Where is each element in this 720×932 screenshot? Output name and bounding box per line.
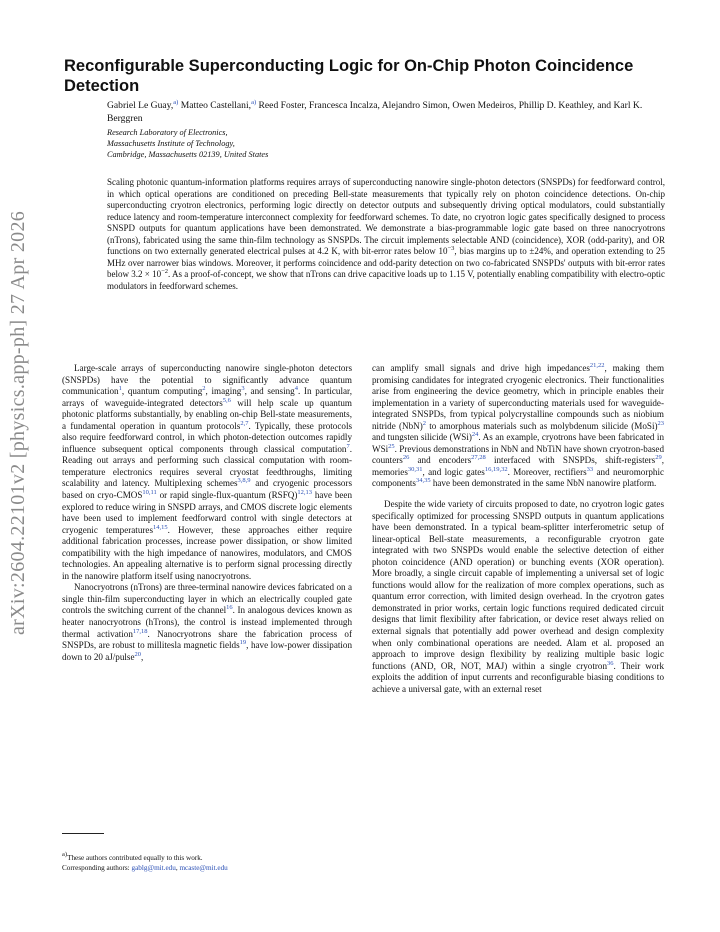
paragraph: can amplify small signals and drive high impedances$^{21,22}$, making them promising candidates for integrated cryogenic electronics. Their functionalities arise from engineering the device geometry, which in principle enables their implementation in a variety of superconducting materials used for waveguide-integrated SNSPDs, from typical polycrystalline compounds such as niobium nitride (NbN)$^2$ to amorphous materials such as molybdenum silicide (MoSi)$^{23}$ and tungsten silicide (WSi)$^{24}$. As an example, cryotrons have been fabricated in WSi$^{25}$. Previous demonstrations in NbN and NbTiN have shown cryotron-based counters$^{26}$ and encoders$^{27,28}$ interfaced with SNSPDs, shift-registers$^{29}$, memories$^{30,31}$, and logic gates$^{16,19,32}$. Moreover, rectifiers$^{33}$ and neuromorphic components$^{34,35}$ have been demonstrated in the same NbN nanowire platform. (372, 362, 665, 489)
citation-link[interactable]: 7 (346, 442, 350, 450)
citation-link[interactable]: 20 (134, 650, 141, 658)
affiliation-line: Cambridge, Massachusetts 02139, United States (107, 150, 269, 159)
affiliation-line: Research Laboratory of Electronics, (107, 128, 228, 137)
citation-link[interactable]: 2 (202, 385, 206, 393)
citation-link[interactable]: 23 (657, 419, 664, 427)
citation-link[interactable]: 14,15 (152, 523, 168, 531)
citation-link[interactable]: 5,6 (222, 396, 231, 404)
citation-link[interactable]: 21,22 (589, 362, 605, 369)
footnote-corresponding-authors: Corresponding authors: gablg@mit.edu, mcaste@mit.edu (62, 864, 228, 872)
citation-link[interactable]: 16,19,32 (484, 465, 508, 473)
citation-link[interactable]: 36 (607, 659, 614, 667)
paragraph: Nanocryotrons (nTrons) are three-terminal nanowire devices fabricated on a single thin-film superconducting layer in which an electrically coupled gate controls the switching current of the channel$^{16}$. In analogous devices known as heater nanocryotrons (hTrons), the control is instead implemented through thermal activation$^{17,18}$. Nanocryotrons share the fabrication process of SNSPDs, are robust to millitesla magnetic fields$^{19}$, have low-power dissipation down to 20 aJ/pulse$^{20}$, (62, 582, 353, 662)
author-list: Gabriel Le Guay,$^{a)}$ Matteo Castellani,$^{a)}$ Reed Foster, Francesca Incalza, Alejandro Simon, Owen Medeiros, Phillip D. Keathley, and Karl K. Berggren (107, 99, 643, 124)
citation-link[interactable]: 33 (586, 465, 594, 473)
paragraph: Large-scale arrays of superconducting nanowire single-photon detectors (SNSPDs) have the potential to significantly advance quantum communication$^1$, quantum computing$^2$, imaging$^3$, and sensing$^4$. In particular, arrays of waveguide-integrated detectors$^{5,6}$ will help scale up quantum photonic platforms substantially, by enabling on-chip Bell-state measurements, a fundamental operation in quantum protocols$^{2,7}$. Typically, these protocols also require feedforward control, in which photon-detection outcomes rapidly influence subsequent optical components through classical computation$^7$. Reading out arrays and performing such classical computation with room-temperature electronics requires several cryostat feedthroughs, limiting scalability and latency. Multiplexing schemes$^{3,8,9}$ and cryogenic processors based on cryo-CMOS$^{10,11}$ or rapid single-flux-quantum (RSFQ)$^{12,13}$ have been explored to reduce wiring in SNSPD arrays, and CMOS discrete logic elements have been used to implement feedforward control with single detectors at cryogenic temperatures$^{14,15}$. However, these approaches either require additional fabrication processes, increase power dissipation, or show limited compatibility with the high impedance of nanowires, modulators, and CMOS technologies. An appealing alternative is to perform signal processing directly in the nanowire platform itself using nanocryotrons. (62, 363, 353, 581)
body-column-left (62, 363, 352, 663)
affiliation-line: Massachusetts Institute of Technology, (107, 139, 235, 148)
citation-link[interactable]: 17,18 (132, 627, 148, 635)
email-link[interactable]: gablg@mit.edu (131, 864, 176, 872)
citation-link[interactable]: 26 (402, 454, 410, 462)
citation-link[interactable]: 1 (118, 385, 122, 393)
citation-link[interactable]: 29 (655, 454, 662, 462)
citation-link[interactable]: 2 (422, 419, 426, 427)
citation-link[interactable]: 30,31 (407, 465, 423, 473)
citation-link[interactable]: 3 (241, 385, 245, 393)
citation-link[interactable]: 4 (294, 385, 298, 393)
paragraph: Despite the wide variety of circuits proposed to date, no cryotron logic gates specifically optimized for processing SNSPD outputs in quantum applications have been demonstrated. In a typical beam-splitter interferometric setup of linear-optical Bell-state measurements, a reconfigurable cryotron gate integrated with two SNSPDs would enable the selective detection of either photon coincidence (AND operation) or bunching events (XOR operation). More broadly, a single circuit capable of implementing a universal set of logic functions would allow for the realization of more complex operations, such as quantum error correction, with limited design overhead. In the cryotron gates demonstrated in prior works, certain logic functions required dedicated circuit designs that limit flexibility after fabrication, or device reset always relied on external signals that potentially add power overhead and design complexity when only combinational operations are needed. Alam et al. proposed an approach to improve design flexibility by realizing multiple basic logic functions (AND, OR, NOT, MAJ) within a single cryotron$^{36}$. Their work exploits the addition of input currents and reconfigurable biasing conditions to achieve a universal gate, with an external reset (372, 499, 664, 694)
footnotes (62, 853, 362, 873)
email-link[interactable]: mcaste@mit.edu (179, 864, 228, 872)
footnote-divider (62, 833, 104, 834)
citation-link[interactable]: 19 (239, 639, 247, 647)
citation-link[interactable]: 2,7 (240, 419, 249, 427)
footnote-equal-contribution: $^{a)}$These authors contributed equally to this work. (62, 851, 203, 862)
citation-link[interactable]: 27,28 (471, 454, 486, 462)
affiliation (107, 127, 507, 160)
paper-title: Reconfigurable Superconducting Logic for On-Chip Photon Coincidence Detection (64, 57, 634, 95)
abstract: Scaling photonic quantum-information platforms requires arrays of superconducting nanowire single-photon detectors (SNSPDs) for feedforward control, in which optical operations are conditioned on preceding Bell-state measurements that typically rely on photon coincidence detections. On-chip superconducting cryotron electronics, performing logic directly on detector outputs and subsequently driving optical modulators, could substantially reduce latency and room-temperature interconnect complexity for feedforward schemes. To date, no cryotron logic gates specifically designed to process SNSPD outputs for quantum applications have been demonstrated. We demonstrate a bias-programmable logic gate based on three nanocryotrons (nTrons), fabricated using the same thin-film technology as SNSPDs. The circuit implements selectable AND (coincidence), XOR (odd-parity), and OR functions on two externally generated electrical pulses at 4.2 K, with bit-error rates below $10^{-3}$, bias margins up to ±24%, and operation extending to 25 MHz over narrower bias windows. Moreover, it performs coincidence and odd-parity detection on two co-fabricated SNSPDs' outputs with bit-error rates below $3.2 \times 10^{-2}$. As a proof-of-concept, we show that nTrons can drive capacitive loads up to 1.15 V, potentially enabling compatibility with electro-optic modulators in feedforward schemes. (107, 177, 665, 291)
citation-link[interactable]: 3,8,9 (237, 477, 251, 485)
citation-link[interactable]: 16 (226, 604, 233, 612)
citation-link[interactable]: 25 (388, 442, 395, 450)
citation-link[interactable]: 12,13 (297, 489, 313, 497)
body-column-right (372, 363, 664, 695)
citation-link[interactable]: 34,35 (415, 477, 431, 485)
citation-link[interactable]: 10,11 (142, 489, 157, 497)
arxiv-identifier-stamp: arXiv:2604.22101v2 [physics.app-ph] 27 Apr 2026 (7, 210, 29, 635)
citation-link[interactable]: 24 (471, 431, 479, 439)
